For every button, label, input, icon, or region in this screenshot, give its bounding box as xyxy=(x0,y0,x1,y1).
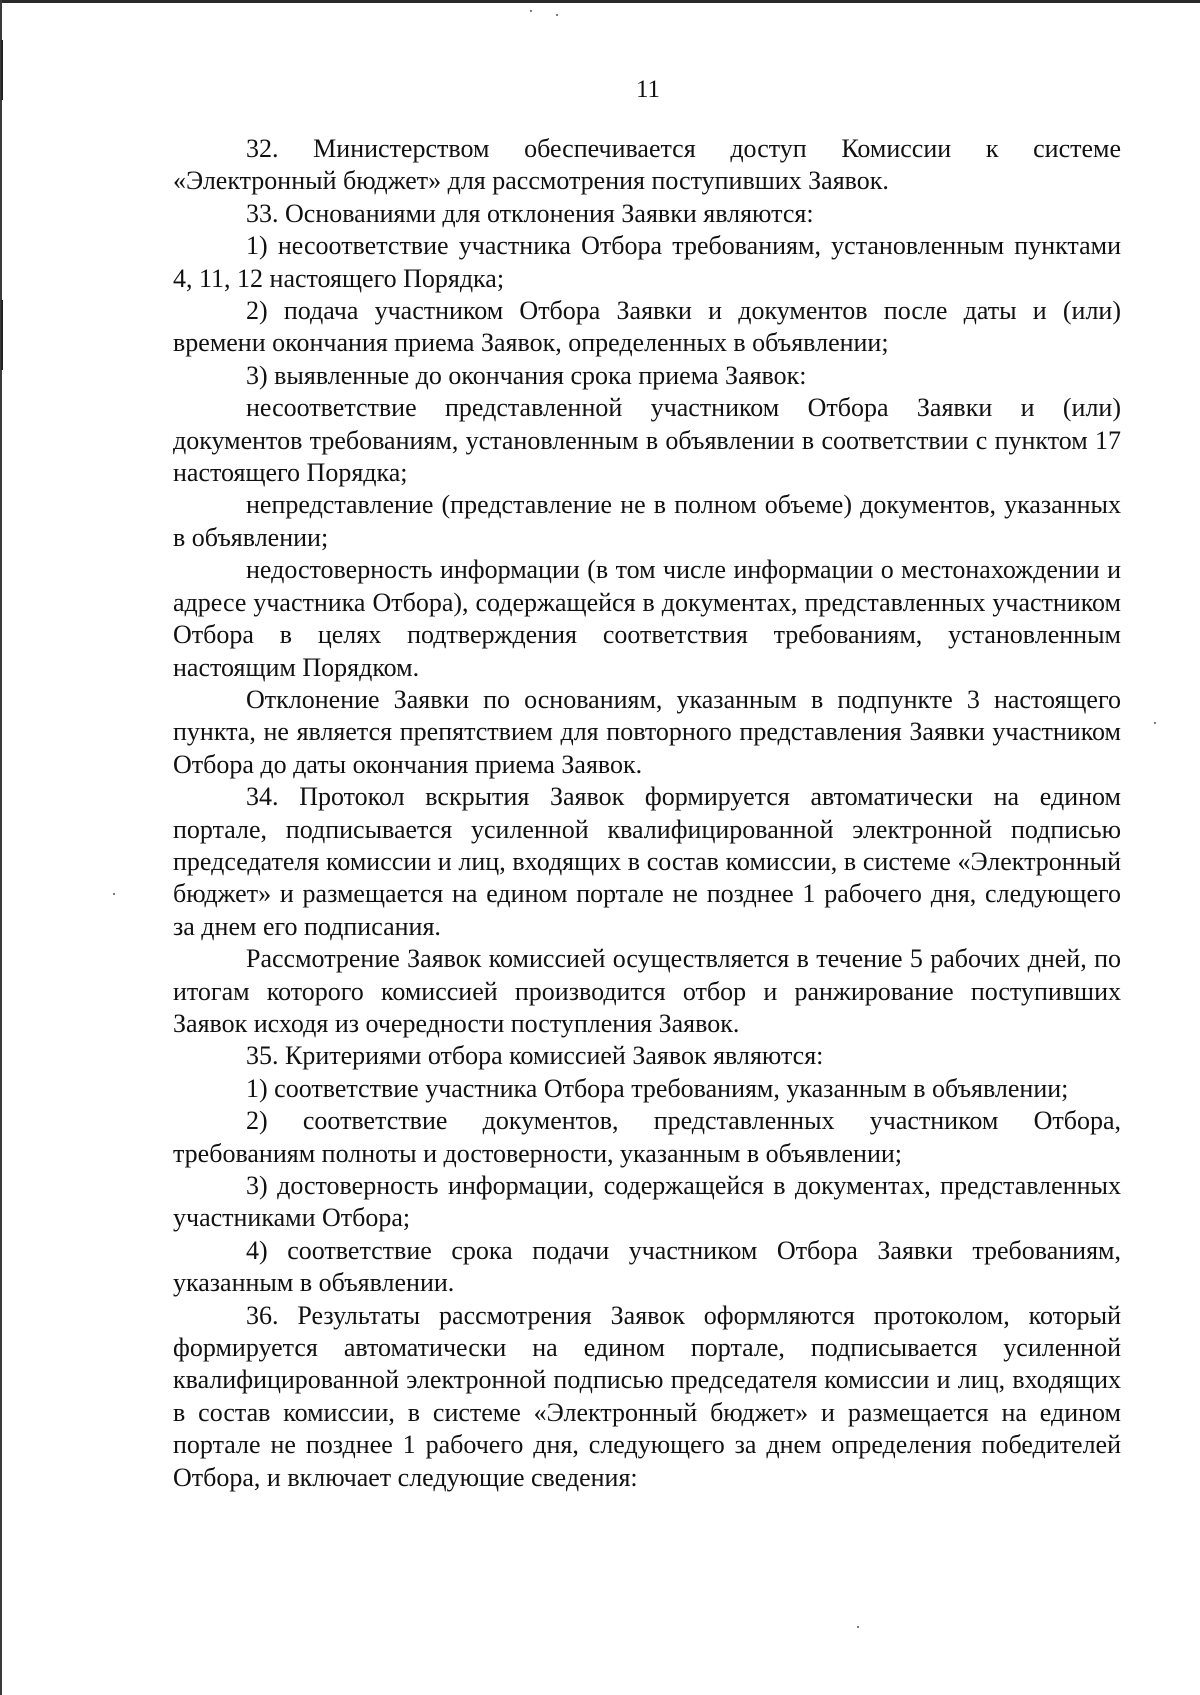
paragraph-35-item-4: 4) соответствие срока подачи участником Отбора Заявки требованиям, указанным в объявлении. xyxy=(173,1235,1121,1298)
paragraph-36: 36. Результаты рассмотрения Заявок оформляются протоколом, который формируется автоматически на едином портале, подписывается усиленной квалифицированной электронной подписью председателя комиссии и лиц, входящих в состав комиссии, в системе «Электронный бюджет» и размещается на едином портале не позднее 1 рабочего дня, следующего за днем определения победителей Отбора, и включает следующие сведения: xyxy=(173,1300,1121,1492)
paragraph-33-item-3-a: несоответствие представленной участником Отбора Заявки и (или) документов требованиям, установленным в объявлении в соответствии с пунктом 17 настоящего Порядка; xyxy=(173,393,1121,488)
document-body xyxy=(173,133,1121,1494)
scan-border-top xyxy=(0,0,1200,3)
paragraph-33-item-1: 1) несоответствие участника Отбора требованиям, установленным пунктами 4, 11, 12 настоящего Порядка; xyxy=(173,231,1121,293)
page-number: 11 xyxy=(635,76,661,103)
paragraph-35: 35. Критериями отбора комиссией Заявок являются: xyxy=(246,1041,824,1071)
scan-border-left xyxy=(0,0,2,1695)
paragraph-33-note: Отклонение Заявки по основаниям, указанным в подпункте 3 настоящего пункта, не является препятствием для повторного представления Заявки участником Отбора до даты окончания приема Заявок. xyxy=(173,684,1121,779)
scan-mark xyxy=(1,300,3,370)
scan-speck xyxy=(530,10,532,12)
paragraph-33: 33. Основаниями для отклонения Заявки являются: xyxy=(246,198,814,228)
scan-speck xyxy=(1154,722,1156,724)
paragraph-35-item-3: 3) достоверность информации, содержащейся в документах, представленных участниками Отбора; xyxy=(173,1171,1121,1233)
paragraph-35-item-1: 1) соответствие участника Отбора требованиям, указанным в объявлении; xyxy=(246,1073,1069,1103)
paragraph-33-item-2: 2) подача участником Отбора Заявки и документов после даты и (или) времени окончания приема Заявок, определенных в объявлении; xyxy=(173,296,1121,358)
paragraph-33-item-3-c: недостоверность информации (в том числе информации о местонахождении и адресе участника Отбора), содержащейся в документах, представленных участником Отбора в целях подтверждения соответствия требованиям, установленным настоящим Порядком. xyxy=(173,555,1121,682)
paragraph-35-item-2: 2) соответствие документов, представленных участником Отбора, требованиям полноты и достоверности, указанным в объявлении; xyxy=(173,1106,1121,1168)
paragraph-34-review: Рассмотрение Заявок комиссией осуществляется в течение 5 рабочих дней, по итогам которого комиссией производится отбор и ранжирование поступивших Заявок исходя из очередности поступления Заявок. xyxy=(173,944,1121,1038)
scan-speck xyxy=(857,1626,859,1628)
paragraph-34: 34. Протокол вскрытия Заявок формируется автоматически на едином портале, подписывается усиленной квалифицированной электронной подписью председателя комиссии и лиц, входящих в состав комиссии, в системе «Электронный бюджет» и размещается на едином портале не позднее 1 рабочего дня, следующего за днем его подписания. xyxy=(173,782,1121,941)
paragraph-33-item-3-b: непредставление (представление не в полном объеме) документов, указанных в объявлении; xyxy=(173,490,1121,552)
scan-speck xyxy=(556,14,558,16)
paragraph-33-item-3: 3) выявленные до окончания срока приема Заявок: xyxy=(246,360,807,390)
scan-speck xyxy=(113,893,115,895)
paragraph-32: 32. Министерством обеспечивается доступ Комиссии к системе «Электронный бюджет» для рассмотрения поступивших Заявок. xyxy=(173,134,1121,196)
